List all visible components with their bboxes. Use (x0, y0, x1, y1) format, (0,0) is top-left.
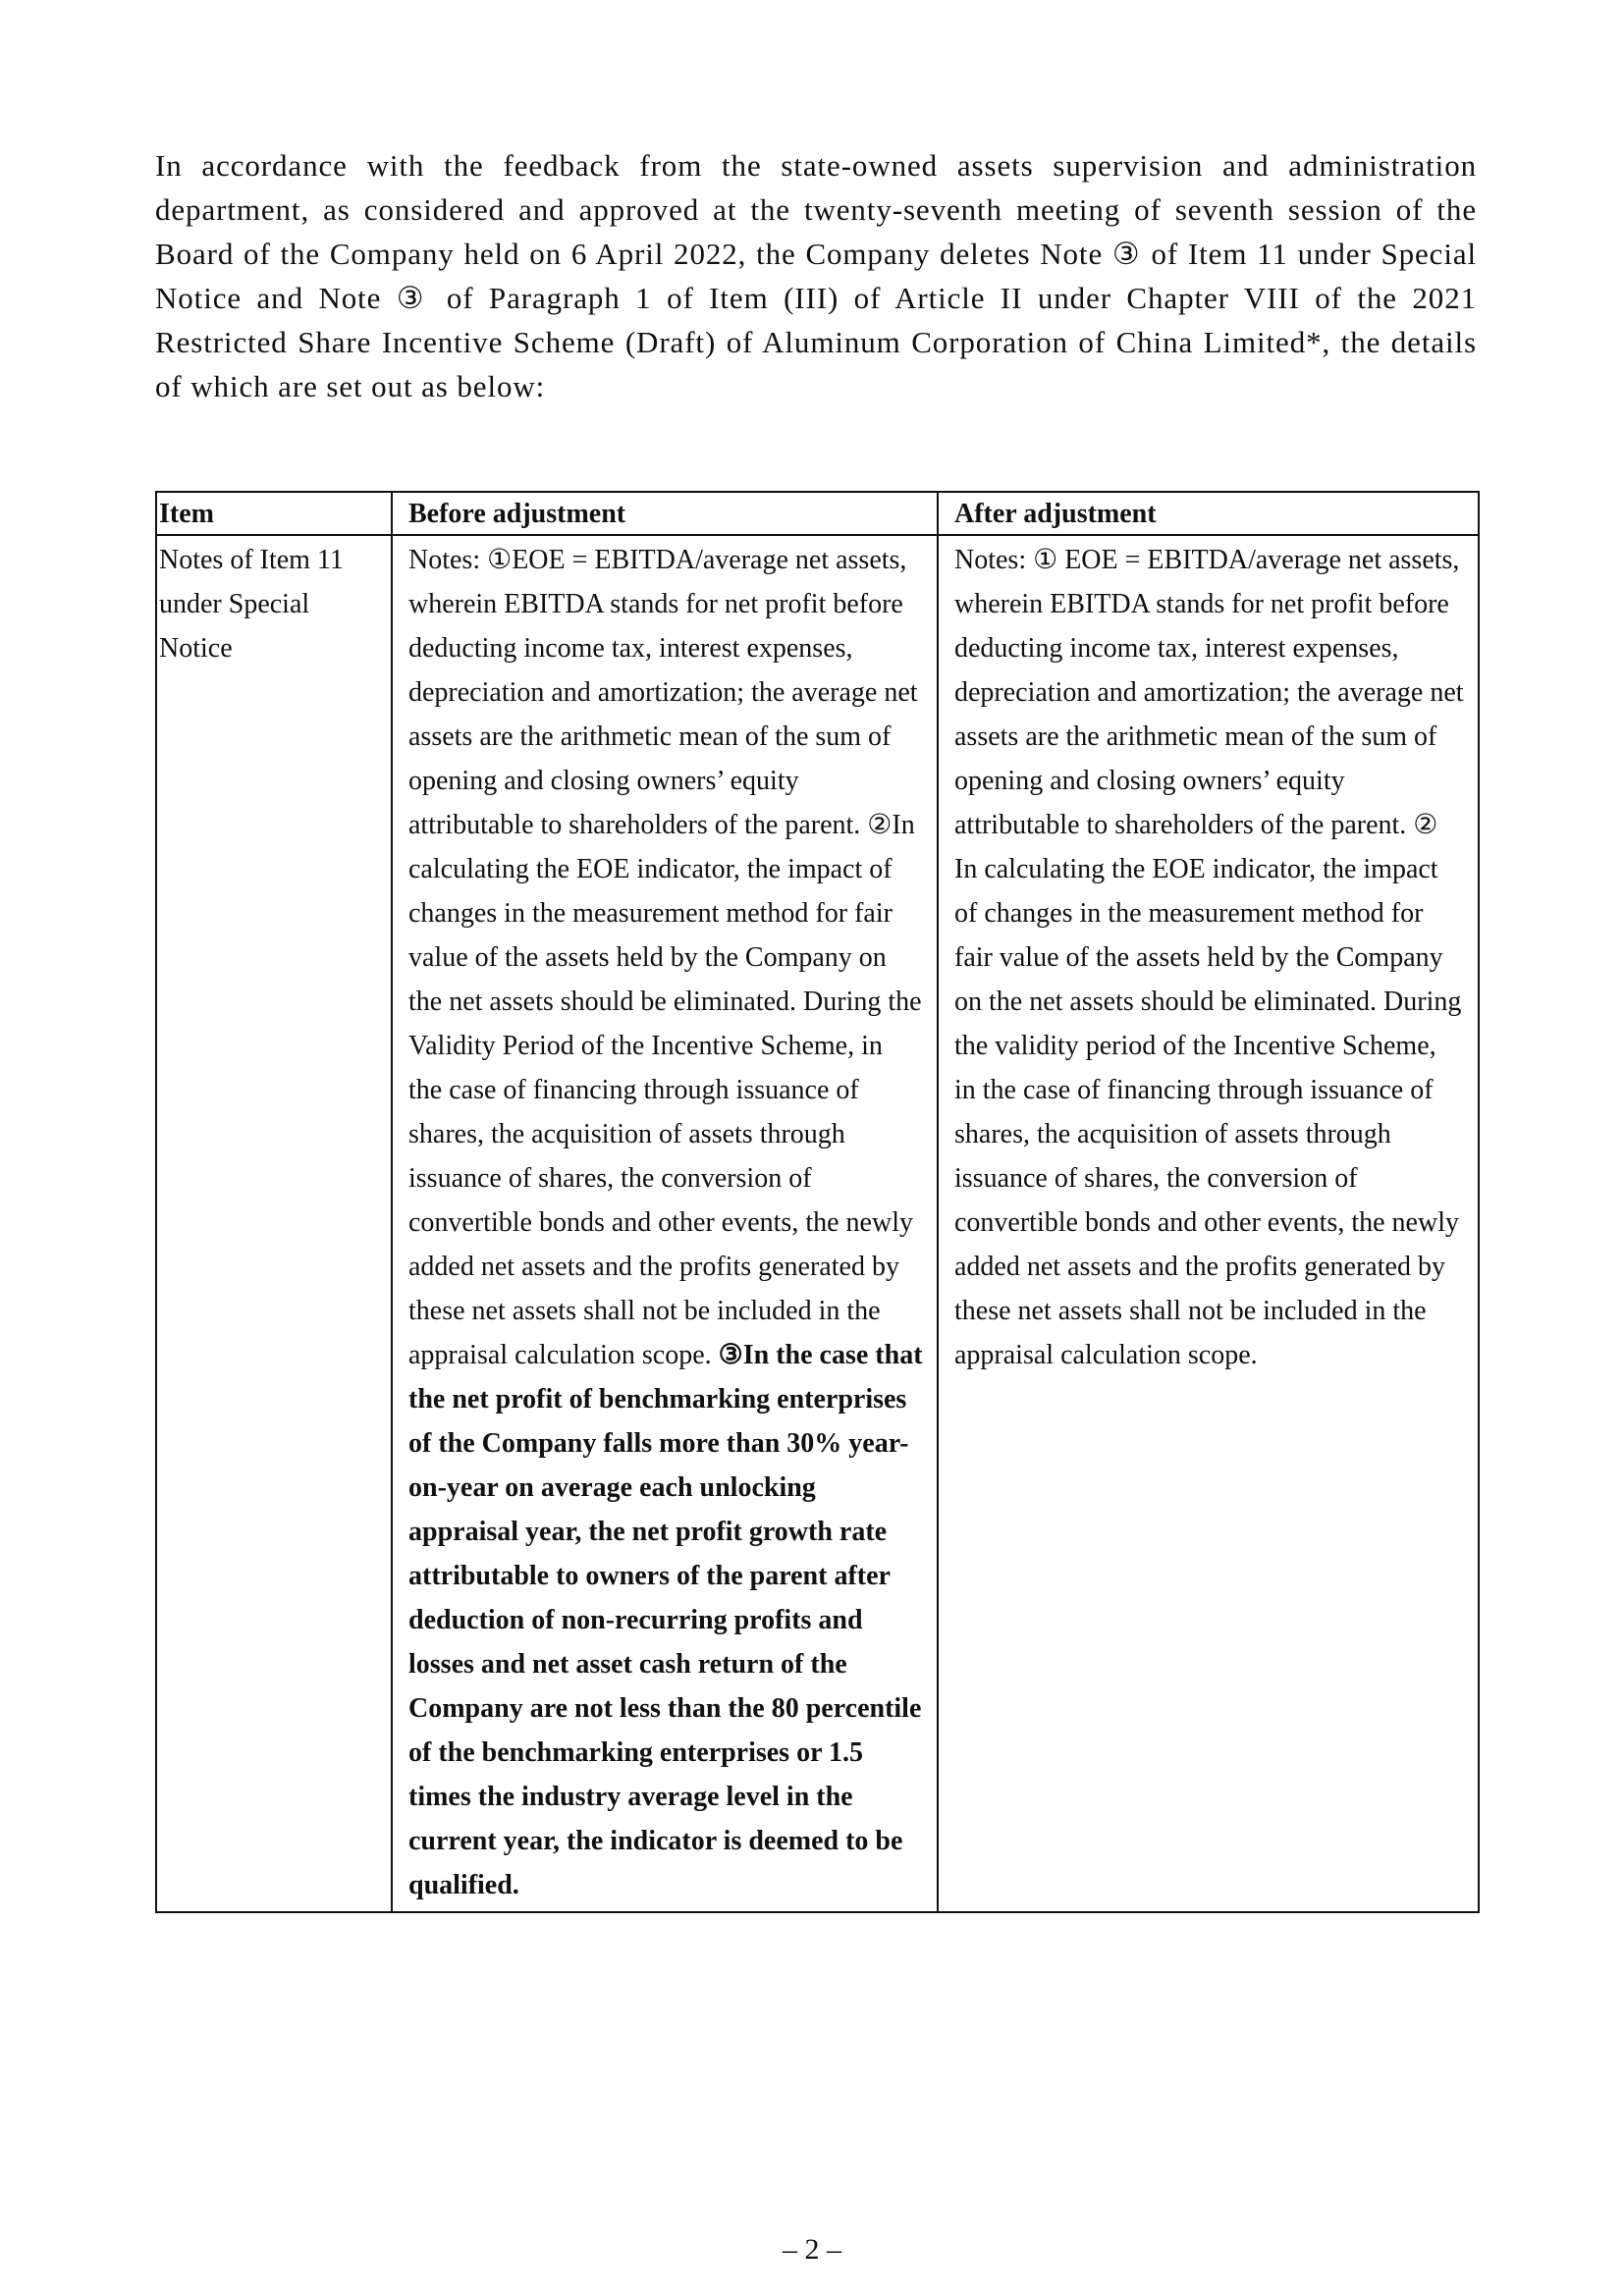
cell-item: Notes of Item 11 under Special Notice (156, 535, 392, 1912)
header-item: Item (156, 492, 392, 535)
before-deleted-note-text: ③In the case that the net profit of benchmarking enterprises of the Company falls more than 30% year-on-year on average each unlocking appraisal year, the net profit growth rate attributable to owners of the parent after deduction of non-recurring profits and losses and net asset cash return of the Company are not less than the 80 percentile of the benchmarking enterprises or 1.5 times the industry average level in the current year, the indicator is deemed to be qualified. (408, 1340, 923, 1900)
before-regular-text: Notes: ①EOE = EBITDA/average net assets, wherein EBITDA stands for net profit before deducting income tax, interest expenses, depreciation and amortization; the average net assets are the arithmetic mean of the sum of opening and closing owners’ equity attributable to shareholders of the parent. ②In calculating the EOE indicator, the impact of changes in the measurement method for fair value of the assets held by the Company on the net assets should be eliminated. During the Validity Period of the Incentive Scheme, in the case of financing through issuance of shares, the acquisition of assets through issuance of shares, the conversion of convertible bonds and other events, the newly added net assets and the profits generated by these net assets shall not be included in the appraisal calculation scope. (408, 545, 922, 1370)
adjustment-table (155, 491, 1480, 1913)
header-before-adjustment: Before adjustment (392, 492, 938, 535)
intro-paragraph: In accordance with the feedback from the state-owned assets supervision and administration department, as considered and approved at the twenty-seventh meeting of seventh session of the Board of the Company held on 6 April 2022, the Company deletes Note ③ of Item 11 under Special Notice and Note ③ of Paragraph 1 of Item (III) of Article II under Chapter VIII of the 2021 Restricted Share Incentive Scheme (Draft) of Aluminum Corporation of China Limited*, the details of which are set out as below: (155, 148, 1477, 403)
cell-before-adjustment (392, 535, 938, 1912)
cell-after-adjustment: Notes: ① EOE = EBITDA/average net assets, wherein EBITDA stands for net profit before deducting income tax, interest expenses, depreciation and amortization; the average net assets are the arithmetic mean of the sum of opening and closing owners’ equity attributable to shareholders of the parent. ② In calculating the EOE indicator, the impact of changes in the measurement method for fair value of the assets held by the Company on the net assets should be eliminated. During the validity period of the Incentive Scheme, in the case of financing through issuance of shares, the acquisition of assets through issuance of shares, the conversion of convertible bonds and other events, the newly added net assets and the profits generated by these net assets shall not be included in the appraisal calculation scope. (938, 535, 1479, 1912)
page-number: – 2 – (783, 2233, 841, 2266)
header-after-adjustment: After adjustment (938, 492, 1479, 535)
table-row (156, 535, 1479, 1912)
table-header-row (156, 492, 1479, 535)
